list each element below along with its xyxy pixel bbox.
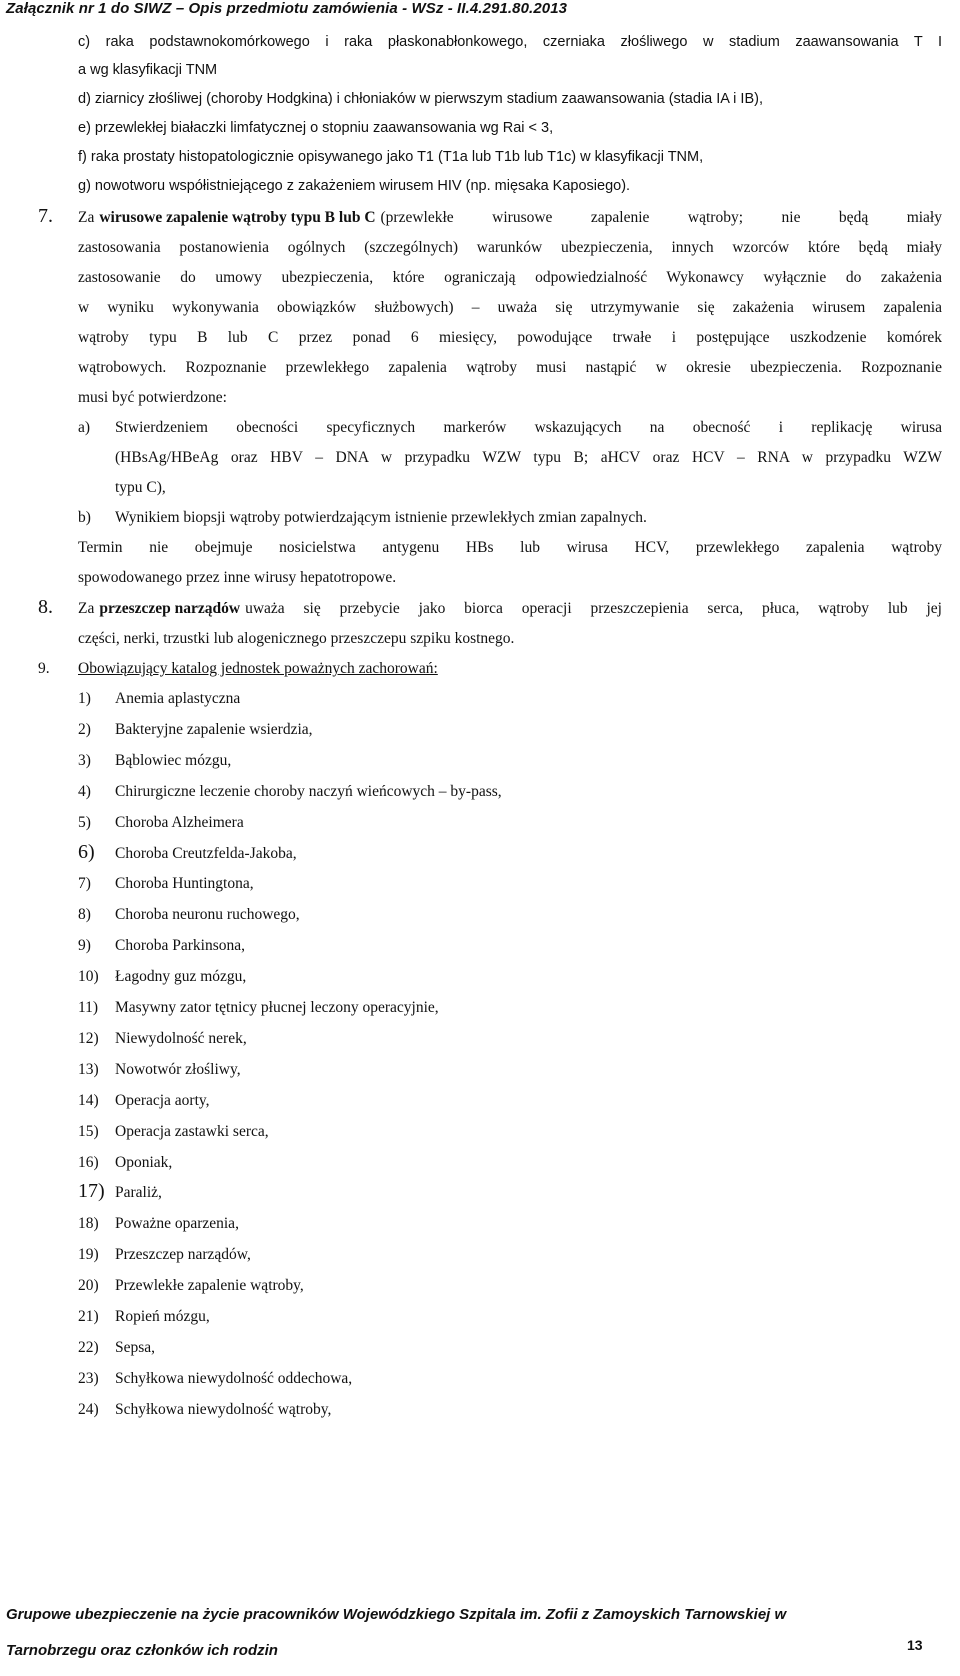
list-item: Operacja aorty, xyxy=(115,1092,210,1109)
list-item-number: 21) xyxy=(78,1308,99,1325)
section-7-line2: zastosowania postanowienia ogólnych (szczególnych) warunków ubezpieczenia, innych wzorców które będą miały xyxy=(78,239,942,256)
list-item-number: 3) xyxy=(78,752,91,769)
section-7a-line3: typu C), xyxy=(115,479,166,496)
list-item: Anemia aplastyczna xyxy=(115,690,241,707)
section-7-number: 7. xyxy=(38,205,53,227)
list-item-number: 24) xyxy=(78,1401,99,1418)
section-8-term: przeszczep narządów xyxy=(99,600,241,617)
section-7-line1-rest: (przewlekłe wirusowe zapalenie wątroby; nie będą miały xyxy=(380,209,942,226)
list-item-number: 9) xyxy=(78,937,91,954)
list-item-number: 4) xyxy=(78,783,91,800)
section-8-number: 8. xyxy=(38,596,53,618)
list-item: Niewydolność nerek, xyxy=(115,1030,247,1047)
list-item: Chirurgiczne leczenie choroby naczyń wieńcowych – by-pass, xyxy=(115,783,502,800)
list-item: Przeszczep narządów, xyxy=(115,1246,251,1263)
list-item-number: 11) xyxy=(78,999,99,1016)
item-c-line2: a wg klasyfikacji TNM xyxy=(78,62,218,78)
section-7b-label: b) xyxy=(78,509,91,526)
section-7-line6: wątrobowych. Rozpoznanie przewlekłego zapalenia wątroby musi nastąpić w okresie ubezpieczenia. Rozpoznanie xyxy=(78,359,942,376)
list-item-number: 2) xyxy=(78,721,91,738)
page-header: Załącznik nr 1 do SIWZ – Opis przedmiotu zamówienia - WSz - II.4.291.80.2013 xyxy=(6,0,568,17)
section-8-line1 xyxy=(78,600,942,618)
footer-line2: Tarnobrzegu oraz członków ich rodzin xyxy=(6,1642,278,1659)
section-9-number: 9. xyxy=(38,660,50,677)
list-item: Choroba Huntingtona, xyxy=(115,875,254,892)
section-7-line4: w wyniku wykonywania obowiązków służbowych) – uważa się utrzymywanie się zakażenia wirusem zapalenia xyxy=(78,299,942,316)
section-7a-line1: Stwierdzeniem obecności specyficznych markerów wskazujących na obecność i replikację wirusa xyxy=(115,419,942,436)
list-item-number: 7) xyxy=(78,875,91,892)
item-f: f) raka prostaty histopatologicznie opisywanego jako T1 (T1a lub T1b lub T1c) w klasyfikacji TNM, xyxy=(78,149,704,165)
list-item-number: 12) xyxy=(78,1030,99,1047)
list-item: Choroba Creutzfelda-Jakoba, xyxy=(115,845,297,862)
list-item: Masywny zator tętnicy płucnej leczony operacyjnie, xyxy=(115,999,439,1016)
list-item-number: 8) xyxy=(78,906,91,923)
list-item: Poważne oparzenia, xyxy=(115,1215,239,1232)
item-g: g) nowotworu współistniejącego z zakażeniem wirusem HIV (np. mięsaka Kaposiego). xyxy=(78,178,631,194)
list-item-number: 19) xyxy=(78,1246,99,1263)
list-item-number: 14) xyxy=(78,1092,99,1109)
list-item-number: 20) xyxy=(78,1277,99,1294)
list-item-number: 17) xyxy=(78,1180,105,1202)
section-9-title: Obowiązujący katalog jednostek poważnych zachorowań: xyxy=(78,660,438,677)
list-item-number: 22) xyxy=(78,1339,99,1356)
section-7-prefix: Za xyxy=(78,209,95,226)
section-8-prefix: Za xyxy=(78,600,95,617)
section-7a-label: a) xyxy=(78,419,91,436)
section-7a-line2: (HBsAg/HBeAg oraz HBV – DNA w przypadku WZW typu B; aHCV oraz HCV – RNA w przypadku WZW xyxy=(115,449,942,466)
section-7-line3: zastosowanie do umowy ubezpieczenia, które ograniczają odpowiedzialność Wykonawcy wyłącznie do zakażenia xyxy=(78,269,942,286)
list-item: Operacja zastawki serca, xyxy=(115,1123,269,1140)
section-7-term-line2: spowodowanego przez inne wirusy hepatotropowe. xyxy=(78,569,397,586)
footer-line1: Grupowe ubezpieczenie na życie pracowników Wojewódzkiego Szpitala im. Zofii z Zamoyskich Tarnowskiej w xyxy=(6,1606,787,1623)
section-8-line1-rest: uważa się przebycie jako biorca operacji przeszczepienia serca, płuca, wątroby lub jej xyxy=(245,600,942,617)
page-number: 13 xyxy=(907,1637,923,1653)
list-item-number: 10) xyxy=(78,968,99,985)
list-item: Sepsa, xyxy=(115,1339,156,1356)
section-7-line7: musi być potwierdzone: xyxy=(78,389,227,406)
item-e: e) przewlekłej białaczki limfatycznej o stopniu zaawansowania wg Rai < 3, xyxy=(78,120,554,136)
list-item-number: 1) xyxy=(78,690,91,707)
list-item: Nowotwór złośliwy, xyxy=(115,1061,241,1078)
section-7-line5: wątroby typu B lub C przez ponad 6 miesięcy, powodujące trwałe i postępujące uszkodzenie komórek xyxy=(78,329,942,346)
section-7-line1 xyxy=(78,209,942,227)
list-item: Oponiak, xyxy=(115,1154,173,1171)
list-item: Łagodny guz mózgu, xyxy=(115,968,247,985)
list-item-number: 16) xyxy=(78,1154,99,1171)
list-item: Choroba neuronu ruchowego, xyxy=(115,906,300,923)
list-item-number: 23) xyxy=(78,1370,99,1387)
list-item: Schyłkowa niewydolność wątroby, xyxy=(115,1401,332,1418)
item-d: d) ziarnicy złośliwej (choroby Hodgkina) i chłoniaków w pierwszym stadium zaawansowania (stadia IA i IB), xyxy=(78,91,763,107)
list-item: Bakteryjne zapalenie wsierdzia, xyxy=(115,721,313,738)
list-item: Choroba Parkinsona, xyxy=(115,937,246,954)
list-item: Paraliż, xyxy=(115,1184,162,1201)
section-8-line2: części, nerki, trzustki lub alogenicznego przeszczepu szpiku kostnego. xyxy=(78,630,515,647)
list-item-number: 18) xyxy=(78,1215,99,1232)
list-item-number: 6) xyxy=(78,841,95,863)
list-item: Choroba Alzheimera xyxy=(115,814,244,831)
list-item-number: 5) xyxy=(78,814,91,831)
list-item: Przewlekłe zapalenie wątroby, xyxy=(115,1277,304,1294)
list-item-number: 15) xyxy=(78,1123,99,1140)
item-c-line1: c) raka podstawnokomórkowego i raka płaskonabłonkowego, czerniaka złośliwego w stadium zaawansowania T I xyxy=(78,34,942,50)
section-7-term-line1: Termin nie obejmuje nosicielstwa antygenu HBs lub wirusa HCV, przewlekłego zapalenia wątroby xyxy=(78,539,942,556)
section-7-term: wirusowe zapalenie wątroby typu B lub C xyxy=(99,209,376,226)
list-item: Ropień mózgu, xyxy=(115,1308,210,1325)
section-7b-line1: Wynikiem biopsji wątroby potwierdzającym istnienie przewlekłych zmian zapalnych. xyxy=(115,509,647,526)
list-item: Schyłkowa niewydolność oddechowa, xyxy=(115,1370,353,1387)
list-item-number: 13) xyxy=(78,1061,99,1078)
list-item: Bąblowiec mózgu, xyxy=(115,752,232,769)
